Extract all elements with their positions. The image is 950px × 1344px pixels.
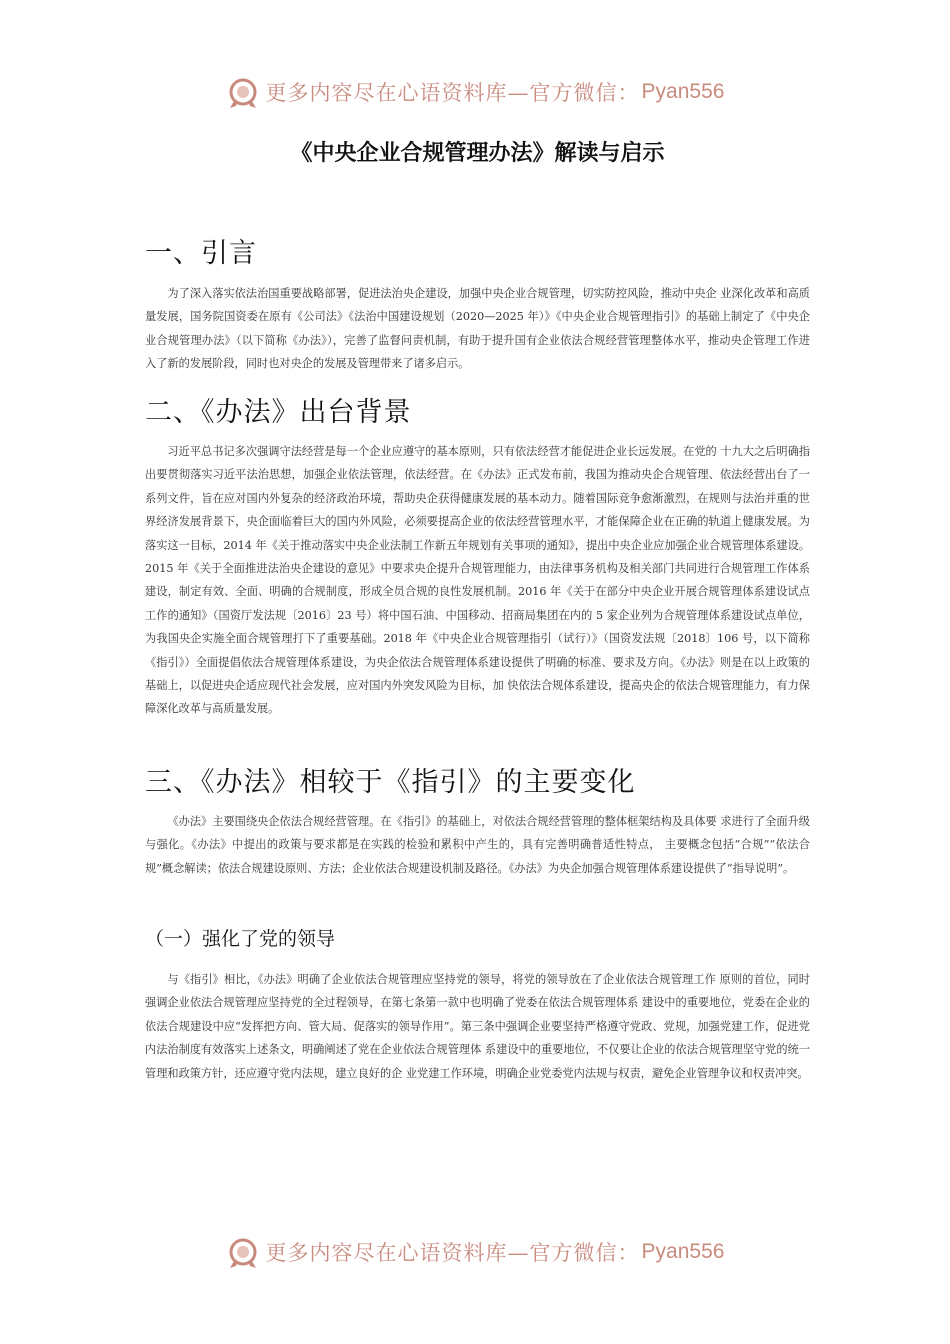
background-paragraph: 习近平总书记多次强调守法经营是每一个企业应遵守的基本原则，只有依法经营才能促进企业长远发展。在党的 十九大之后明确指出要贯彻落实习近平法治思想，加强企业依法管理，依法经营。在《办法》正式发布前，我国为推动央企合规管理、依法经营出台了一系列文件，旨在应对国内外复杂的经济政治环境，帮助央企获得健康发展的基本动力。随着国际竞争愈渐激烈，在规则与法治并重的世界经济发展背景下，央企面临着巨大的国内外风险，必须要提高企业的依法经营管理水平，才能保障企业在正确的轨道上健康发展。为落实这一目标，2014 年《关于推动落实中央企业法制工作新五年规划有关事项的通知》，提出中央企业应加强企业合规管理体系建设。2015 年《关于全面推进法治央企建设的意见》中要求央企提升合规管理能力，由法律事务机构及相关部门共同进行合规管理工作体系建设，制定有效、全面、明确的合规制度，形成全员合规的良性发展机制。2016 年《关于在部分中央企业开展合规管理体系建设试点工作的通知》（国资厅发法规〔2016〕23 号）将中国石油、中国移动、招商局集团在内的 5 家企业列为合规管理体系建设试点单位，为我国央企实施全面合规管理打下了重要基础。2018 年《中央企业合规管理指引（试行）》（国资发法规〔2018〕106 号，以下简称《指引》）全面提倡依法合规管理体系建设，为央企依法合规管理体系建设提供了明确的标准、要求及方向。《办法》则是在以上政策的基础上，以促进央企适应现代社会发展，应对国内外突发风险为目标，加 快依法合规体系建设，提高央企的依法合规管理能力，有力保障深化改革与高质量发展。 (145, 445, 810, 716)
watermark-wechat-id: Pyan556 (641, 80, 725, 103)
changes-paragraph: 《办法》主要围绕央企依法合规经营管理。在《指引》的基础上，对依法合规经营管理的整体框架结构及具体要 求进行了全面升级与强化。《办法》中提出的政策与要求都是在实践的检验和累积中产生的，具有完善明确普适性特点， 主要概念包括“合规”“依法合规”概念解读；依法合规建设原则、方法；企业依法合规建设机制及路径。《办法》为央企加强合规管理体系建设提供了“指导说明”。 (145, 815, 810, 875)
section-heading-intro: 一、引言 (145, 238, 257, 269)
document-title: 《中央企业合规管理办法》解读与启示 (290, 141, 665, 166)
section-heading-changes: 三、《办法》相较于《指引》的主要变化 (145, 767, 636, 798)
watermark-footer (0, 1232, 950, 1272)
watermark-text: 更多内容尽在心语资料库—官方微信： (265, 1241, 640, 1265)
watermark-wechat-id: Pyan556 (641, 1240, 725, 1263)
section-heading-background: 二、《办法》出台背景 (145, 397, 412, 428)
ribbon-logo-icon (226, 75, 260, 109)
watermark-header (0, 72, 950, 112)
intro-paragraph: 为了深入落实依法治国重要战略部署，促进法治央企建设，加强中央企业合规管理，切实防控风险，推动中央企 业深化改革和高质量发展，国务院国资委在原有《公司法》《法治中国建设规划（2020—2025 年）》《中央企业合规管理指引》的基础上制定了《中央企业合规管理办法》（以下简称《办法》），完善了监督问责机制，有助于提升国有企业依法合规经营管理整体水平，推动央企管理工作进入了新的发展阶段，同时也对央企的发展及管理带来了诸多启示。 (145, 287, 810, 371)
subsection-heading-party-leadership: （一）强化了党的领导 (145, 928, 336, 950)
party-leadership-paragraph: 与《指引》相比，《办法》明确了企业依法合规管理应坚持党的领导，将党的领导放在了企业依法合规管理工作 原则的首位，同时强调企业依法合规管理应坚持党的全过程领导，在第七条第一款中也明确了党委在依法合规管理体系 建设中的重要地位，党委在企业的依法合规建设中应“发挥把方向、管大局、促落实的领导作用”。第三条中强调企业要坚持严格遵守党政、党规，加强党建工作，促进党内法治制度有效落实上述条文，明确阐述了党在企业依法合规管理体 系建设中的重要地位，不仅要让企业的依法合规管理坚守党的统一管理和政策方针，还应遵守党内法规，建立良好的企 业党建工作环境，明确企业党委党内法规与权责，避免企业管理争议和权责冲突。 (145, 973, 810, 1080)
ribbon-logo-icon (226, 1235, 260, 1269)
watermark-text: 更多内容尽在心语资料库—官方微信： (265, 81, 640, 105)
